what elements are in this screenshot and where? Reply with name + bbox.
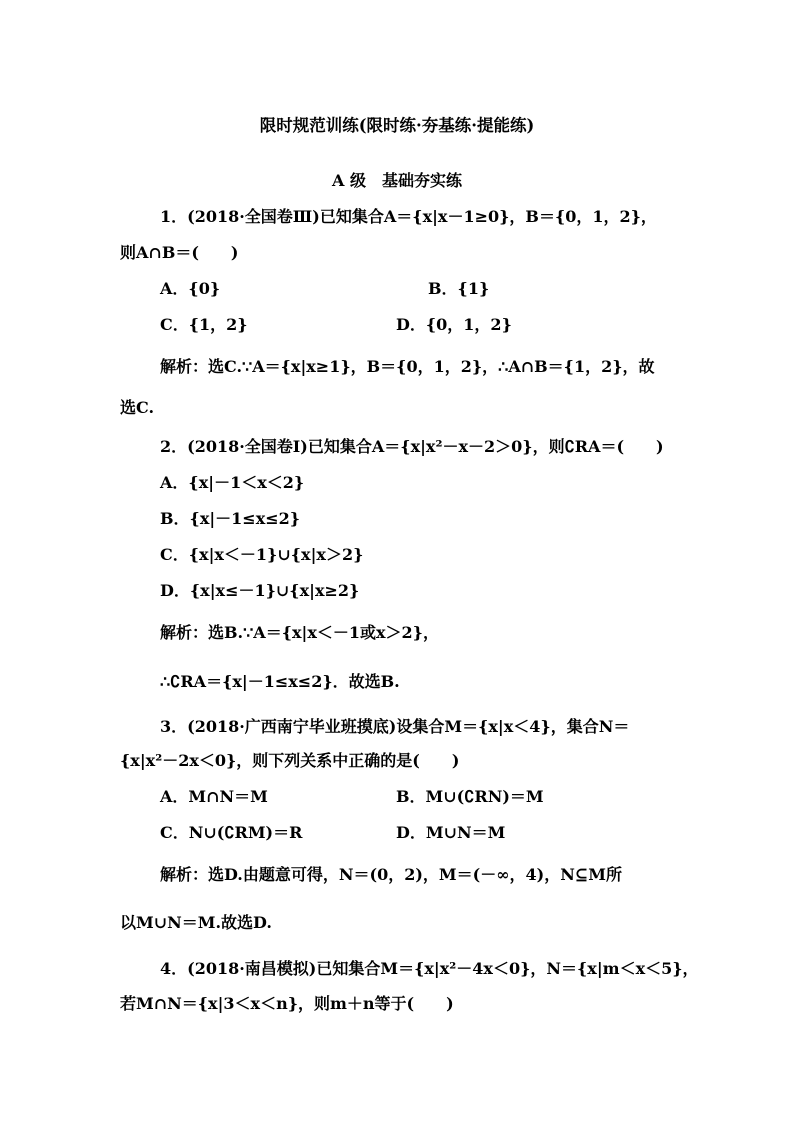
question-4-stem-line-1: 4．(2018·南昌模拟)已知集合M＝{x|x²－4x＜0}，N＝{x|m＜x＜5}， xyxy=(160,959,699,978)
question-4-stem-line-2: 若M∩N＝{x|3＜x＜n}，则m＋n等于( ) xyxy=(120,994,454,1013)
question-2-option-a: A．{x|－1＜x＜2} xyxy=(160,473,305,492)
question-2-stem: 2．(2018·全国卷Ⅰ)已知集合A＝{x|x²－x－2＞0}，则∁RA＝( ) xyxy=(160,437,664,456)
question-1-solution-line-1: 解析：选C.∵A＝{x|x≥1}，B＝{0，1，2}，∴A∩B＝{1，2}，故 xyxy=(160,357,655,376)
question-2-solution-line-2: ∴∁RA＝{x|－1≤x≤2}．故选B. xyxy=(160,672,400,691)
question-3-stem-line-2: {x|x²－2x＜0}，则下列关系中正确的是( ) xyxy=(120,751,460,770)
question-1-option-c: C．{1，2} xyxy=(160,315,248,334)
question-2-option-d: D．{x|x≤－1}∪{x|x≥2} xyxy=(160,581,360,600)
question-3-option-d: D．M∪N＝M xyxy=(396,823,506,842)
question-2-solution-line-1: 解析：选B.∵A＝{x|x＜－1或x＞2}， xyxy=(160,623,439,642)
question-3-stem-line-1: 3．(2018·广西南宁毕业班摸底)设集合M＝{x|x＜4}，集合N＝ xyxy=(160,717,630,736)
question-3-option-b: B．M∪(∁RN)＝M xyxy=(396,787,544,806)
question-1-option-a: A．{0} xyxy=(160,279,221,298)
page-title: 限时规范训练(限时练·夯基练·提能练) xyxy=(259,116,535,135)
question-1-stem-line-1: 1．(2018·全国卷Ⅲ)已知集合A＝{x|x－1≥0}，B＝{0，1，2}， xyxy=(160,207,657,226)
question-2-option-b: B．{x|－1≤x≤2} xyxy=(160,509,301,528)
question-1-option-b: B．{1} xyxy=(428,279,490,298)
question-1-stem-line-2: 则A∩B＝( ) xyxy=(120,243,239,262)
question-2-option-c: C．{x|x＜－1}∪{x|x＞2} xyxy=(160,545,364,564)
question-3-option-a: A．M∩N＝M xyxy=(160,787,268,806)
question-1-option-d: D．{0，1，2} xyxy=(396,315,512,334)
question-1-solution-line-2: 选C. xyxy=(120,398,155,417)
question-3-option-c: C．N∪(∁RM)＝R xyxy=(160,823,303,842)
question-3-solution-line-1: 解析：选D.由题意可得，N＝(0，2)，M＝(－∞，4)，N⊆M所 xyxy=(160,865,622,884)
question-3-solution-line-2: 以M∪N＝M.故选D. xyxy=(120,913,272,932)
section-heading: A 级 基础夯实练 xyxy=(332,171,462,190)
